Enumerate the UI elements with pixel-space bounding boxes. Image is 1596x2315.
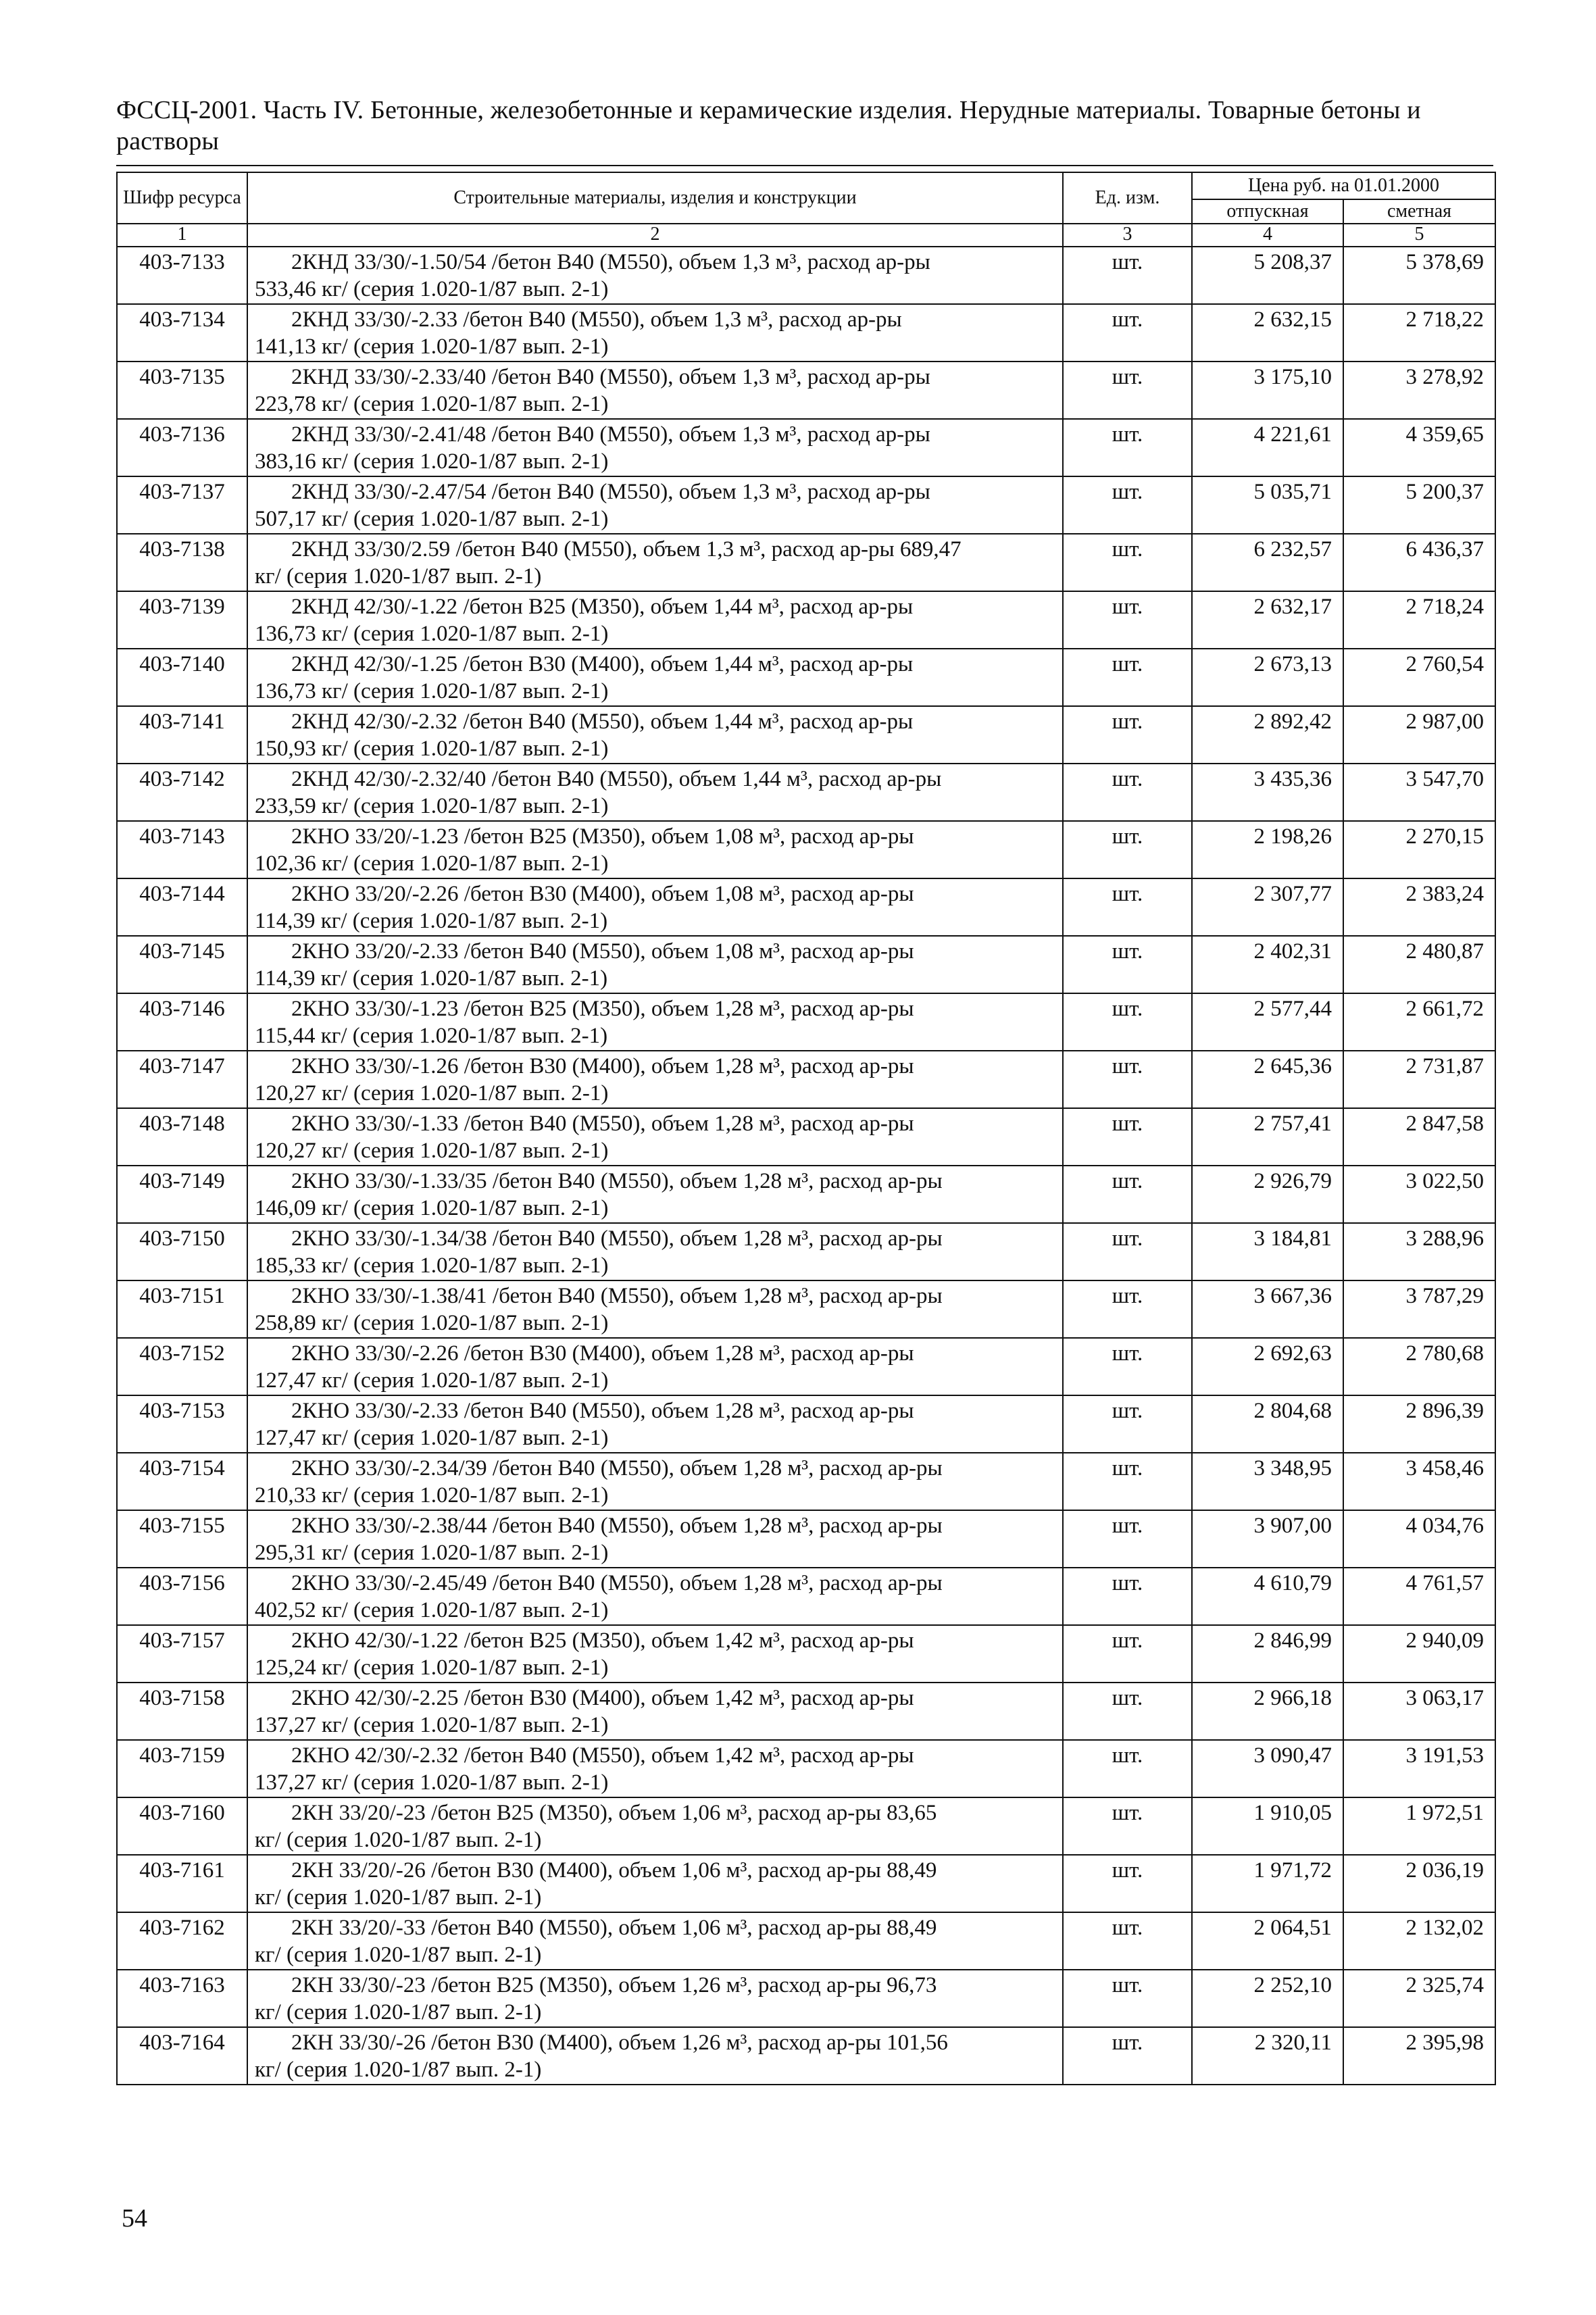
item-description	[247, 1568, 1063, 1625]
item-description	[247, 1510, 1063, 1568]
release-price: 1 971,72	[1192, 1855, 1343, 1912]
description-line-2: 402,52 кг/ (серия 1.020-1/87 вып. 2-1)	[255, 1598, 609, 1622]
item-description	[247, 2027, 1063, 2085]
table-row	[117, 764, 1495, 821]
item-description	[247, 591, 1063, 649]
description-line-2: 127,47 кг/ (серия 1.020-1/87 вып. 2-1)	[255, 1426, 609, 1450]
table-row	[117, 1740, 1495, 1797]
description-line-1: 2КНД 33/30/-2.41/48 /бетон В40 (М550), объем 1,3 м³, расход ар-ры	[291, 422, 930, 447]
estimate-price: 2 270,15	[1343, 821, 1495, 878]
item-description	[247, 1395, 1063, 1453]
estimate-price: 4 761,57	[1343, 1568, 1495, 1625]
estimate-price: 2 383,24	[1343, 878, 1495, 936]
estimate-price: 4 359,65	[1343, 419, 1495, 476]
resource-code: 403-7135	[117, 362, 247, 419]
unit-of-measure: шт.	[1063, 1280, 1192, 1338]
table-row	[117, 362, 1495, 419]
unit-of-measure: шт.	[1063, 2027, 1192, 2085]
col-header-release-price: отпускная	[1192, 199, 1343, 224]
resource-code: 403-7146	[117, 993, 247, 1051]
description-line-1: 2КНД 33/30/-2.47/54 /бетон В40 (М550), объем 1,3 м³, расход ар-ры	[291, 480, 930, 504]
description-line-1: 2КНО 33/20/-2.33 /бетон В40 (М550), объем 1,08 м³, расход ар-ры	[291, 939, 914, 964]
table-row	[117, 304, 1495, 362]
unit-of-measure: шт.	[1063, 1223, 1192, 1280]
description-line-2: 507,17 кг/ (серия 1.020-1/87 вып. 2-1)	[255, 507, 609, 531]
resource-code: 403-7160	[117, 1797, 247, 1855]
table-row	[117, 936, 1495, 993]
item-description	[247, 1797, 1063, 1855]
description-line-1: 2КНО 33/30/-1.23 /бетон В25 (М350), объем 1,28 м³, расход ар-ры	[291, 997, 914, 1021]
estimate-price: 2 036,19	[1343, 1855, 1495, 1912]
release-price: 5 035,71	[1192, 476, 1343, 534]
resource-code: 403-7145	[117, 936, 247, 993]
release-price: 2 757,41	[1192, 1108, 1343, 1166]
release-price: 3 184,81	[1192, 1223, 1343, 1280]
estimate-price: 2 760,54	[1343, 649, 1495, 706]
description-line-2: кг/ (серия 1.020-1/87 вып. 2-1)	[255, 1885, 542, 1910]
release-price: 2 307,77	[1192, 878, 1343, 936]
description-line-1: 2КН 33/30/-26 /бетон В30 (М400), объем 1,26 м³, расход ар-ры 101,56	[291, 2031, 948, 2055]
resource-code: 403-7155	[117, 1510, 247, 1568]
description-line-2: 146,09 кг/ (серия 1.020-1/87 вып. 2-1)	[255, 1196, 609, 1220]
price-table	[116, 172, 1496, 2085]
estimate-price: 2 731,87	[1343, 1051, 1495, 1108]
table-row	[117, 821, 1495, 878]
release-price: 3 435,36	[1192, 764, 1343, 821]
release-price: 2 645,36	[1192, 1051, 1343, 1108]
table-row	[117, 247, 1495, 304]
estimate-price: 3 787,29	[1343, 1280, 1495, 1338]
table-row	[117, 1051, 1495, 1108]
release-price: 3 907,00	[1192, 1510, 1343, 1568]
resource-code: 403-7134	[117, 304, 247, 362]
item-description	[247, 764, 1063, 821]
header-divider	[116, 165, 1493, 166]
description-line-1: 2КНД 33/30/-2.33/40 /бетон В40 (М550), объем 1,3 м³, расход ар-ры	[291, 365, 930, 389]
resource-code: 403-7148	[117, 1108, 247, 1166]
estimate-price: 3 458,46	[1343, 1453, 1495, 1510]
resource-code: 403-7150	[117, 1223, 247, 1280]
table-body	[117, 247, 1495, 2085]
release-price: 2 926,79	[1192, 1166, 1343, 1223]
description-line-2: 102,36 кг/ (серия 1.020-1/87 вып. 2-1)	[255, 851, 609, 876]
release-price: 3 348,95	[1192, 1453, 1343, 1510]
resource-code: 403-7139	[117, 591, 247, 649]
description-line-2: 136,73 кг/ (серия 1.020-1/87 вып. 2-1)	[255, 622, 609, 646]
description-line-1: 2КНО 33/30/-1.33/35 /бетон В40 (М550), объем 1,28 м³, расход ар-ры	[291, 1169, 943, 1193]
table-row	[117, 1797, 1495, 1855]
estimate-price: 2 847,58	[1343, 1108, 1495, 1166]
description-line-1: 2КНО 33/30/-2.26 /бетон В30 (М400), объем 1,28 м³, расход ар-ры	[291, 1341, 914, 1366]
estimate-price: 6 436,37	[1343, 534, 1495, 591]
resource-code: 403-7164	[117, 2027, 247, 2085]
item-description	[247, 1280, 1063, 1338]
item-description	[247, 1625, 1063, 1683]
table-row	[117, 1223, 1495, 1280]
resource-code: 403-7151	[117, 1280, 247, 1338]
description-line-2: 125,24 кг/ (серия 1.020-1/87 вып. 2-1)	[255, 1656, 609, 1680]
table-row	[117, 591, 1495, 649]
table-row	[117, 706, 1495, 764]
item-description	[247, 1108, 1063, 1166]
unit-of-measure: шт.	[1063, 1625, 1192, 1683]
estimate-price: 3 547,70	[1343, 764, 1495, 821]
unit-of-measure: шт.	[1063, 993, 1192, 1051]
table-row	[117, 1280, 1495, 1338]
estimate-price: 2 718,22	[1343, 304, 1495, 362]
description-line-1: 2КНО 42/30/-2.25 /бетон В30 (М400), объем 1,42 м³, расход ар-ры	[291, 1686, 914, 1710]
table-row	[117, 1855, 1495, 1912]
description-line-2: 114,39 кг/ (серия 1.020-1/87 вып. 2-1)	[255, 909, 608, 933]
resource-code: 403-7140	[117, 649, 247, 706]
table-row	[117, 2027, 1495, 2085]
release-price: 6 232,57	[1192, 534, 1343, 591]
description-line-2: 233,59 кг/ (серия 1.020-1/87 вып. 2-1)	[255, 794, 609, 818]
table-row	[117, 534, 1495, 591]
description-line-2: кг/ (серия 1.020-1/87 вып. 2-1)	[255, 1943, 542, 1967]
item-description	[247, 1166, 1063, 1223]
unit-of-measure: шт.	[1063, 1568, 1192, 1625]
column-number-row	[117, 224, 1495, 247]
unit-of-measure: шт.	[1063, 1683, 1192, 1740]
item-description	[247, 419, 1063, 476]
table-row	[117, 1108, 1495, 1166]
item-description	[247, 476, 1063, 534]
unit-of-measure: шт.	[1063, 1108, 1192, 1166]
description-line-1: 2КНД 33/30/2.59 /бетон В40 (М550), объем 1,3 м³, расход ар-ры 689,47	[291, 537, 962, 562]
table-header	[117, 172, 1495, 247]
col-header-code: Шифр ресурса	[117, 172, 247, 224]
description-line-1: 2КНО 42/30/-1.22 /бетон В25 (М350), объем 1,42 м³, расход ар-ры	[291, 1628, 914, 1653]
unit-of-measure: шт.	[1063, 1970, 1192, 2027]
release-price: 1 910,05	[1192, 1797, 1343, 1855]
description-line-1: 2КН 33/20/-33 /бетон В40 (М550), объем 1,06 м³, расход ар-ры 88,49	[291, 1916, 937, 1940]
resource-code: 403-7142	[117, 764, 247, 821]
unit-of-measure: шт.	[1063, 304, 1192, 362]
resource-code: 403-7147	[117, 1051, 247, 1108]
item-description	[247, 1970, 1063, 2027]
description-line-1: 2КНД 42/30/-1.25 /бетон В30 (М400), объем 1,44 м³, расход ар-ры	[291, 652, 914, 676]
description-line-2: 115,44 кг/ (серия 1.020-1/87 вып. 2-1)	[255, 1024, 608, 1048]
unit-of-measure: шт.	[1063, 1395, 1192, 1453]
item-description	[247, 1855, 1063, 1912]
release-price: 2 320,11	[1192, 2027, 1343, 2085]
description-line-1: 2КНО 33/30/-1.33 /бетон В40 (М550), объем 1,28 м³, расход ар-ры	[291, 1112, 914, 1136]
resource-code: 403-7163	[117, 1970, 247, 2027]
estimate-price: 2 940,09	[1343, 1625, 1495, 1683]
description-line-2: 533,46 кг/ (серия 1.020-1/87 вып. 2-1)	[255, 277, 609, 301]
release-price: 2 632,17	[1192, 591, 1343, 649]
estimate-price: 2 395,98	[1343, 2027, 1495, 2085]
release-price: 4 610,79	[1192, 1568, 1343, 1625]
unit-of-measure: шт.	[1063, 1855, 1192, 1912]
unit-of-measure: шт.	[1063, 878, 1192, 936]
page-number: 54	[122, 2204, 147, 2233]
estimate-price: 2 132,02	[1343, 1912, 1495, 1970]
unit-of-measure: шт.	[1063, 1797, 1192, 1855]
resource-code: 403-7161	[117, 1855, 247, 1912]
column-number: 5	[1343, 224, 1495, 247]
unit-of-measure: шт.	[1063, 247, 1192, 304]
description-line-1: 2КНД 33/30/-2.33 /бетон В40 (М550), объем 1,3 м³, расход ар-ры	[291, 307, 902, 332]
unit-of-measure: шт.	[1063, 1338, 1192, 1395]
release-price: 2 692,63	[1192, 1338, 1343, 1395]
table-row	[117, 993, 1495, 1051]
release-price: 2 632,15	[1192, 304, 1343, 362]
description-line-2: 136,73 кг/ (серия 1.020-1/87 вып. 2-1)	[255, 679, 609, 703]
resource-code: 403-7152	[117, 1338, 247, 1395]
column-number: 3	[1063, 224, 1192, 247]
unit-of-measure: шт.	[1063, 936, 1192, 993]
item-description	[247, 1223, 1063, 1280]
item-description	[247, 1338, 1063, 1395]
description-line-1: 2КНО 33/30/-2.34/39 /бетон В40 (М550), объем 1,28 м³, расход ар-ры	[291, 1456, 943, 1480]
description-line-2: 210,33 кг/ (серия 1.020-1/87 вып. 2-1)	[255, 1483, 609, 1508]
resource-code: 403-7153	[117, 1395, 247, 1453]
unit-of-measure: шт.	[1063, 419, 1192, 476]
estimate-price: 3 278,92	[1343, 362, 1495, 419]
description-line-2: 114,39 кг/ (серия 1.020-1/87 вып. 2-1)	[255, 966, 608, 991]
table-row	[117, 419, 1495, 476]
unit-of-measure: шт.	[1063, 764, 1192, 821]
resource-code: 403-7141	[117, 706, 247, 764]
release-price: 3 090,47	[1192, 1740, 1343, 1797]
table-row	[117, 1510, 1495, 1568]
release-price: 2 673,13	[1192, 649, 1343, 706]
resource-code: 403-7149	[117, 1166, 247, 1223]
description-line-2: 120,27 кг/ (серия 1.020-1/87 вып. 2-1)	[255, 1081, 609, 1105]
unit-of-measure: шт.	[1063, 821, 1192, 878]
resource-code: 403-7154	[117, 1453, 247, 1510]
release-price: 5 208,37	[1192, 247, 1343, 304]
column-number: 4	[1192, 224, 1343, 247]
page-header-title: ФССЦ-2001. Часть IV. Бетонные, железобетонные и керамические изделия. Нерудные материалы. Товарные бетоны и растворы	[116, 96, 1421, 155]
release-price: 2 402,31	[1192, 936, 1343, 993]
release-price: 3 667,36	[1192, 1280, 1343, 1338]
resource-code: 403-7136	[117, 419, 247, 476]
resource-code: 403-7157	[117, 1625, 247, 1683]
estimate-price: 2 325,74	[1343, 1970, 1495, 2027]
unit-of-measure: шт.	[1063, 1912, 1192, 1970]
resource-code: 403-7156	[117, 1568, 247, 1625]
table-row	[117, 1683, 1495, 1740]
description-line-2: 137,27 кг/ (серия 1.020-1/87 вып. 2-1)	[255, 1713, 609, 1737]
description-line-2: 258,89 кг/ (серия 1.020-1/87 вып. 2-1)	[255, 1311, 609, 1335]
table-row	[117, 476, 1495, 534]
item-description	[247, 1912, 1063, 1970]
unit-of-measure: шт.	[1063, 1453, 1192, 1510]
item-description	[247, 1740, 1063, 1797]
release-price: 2 252,10	[1192, 1970, 1343, 2027]
description-line-2: 120,27 кг/ (серия 1.020-1/87 вып. 2-1)	[255, 1139, 609, 1163]
col-header-price: Цена руб. на 01.01.2000	[1192, 172, 1495, 199]
description-line-1: 2КН 33/20/-23 /бетон В25 (М350), объем 1,06 м³, расход ар-ры 83,65	[291, 1801, 937, 1825]
resource-code: 403-7143	[117, 821, 247, 878]
column-number: 1	[117, 224, 247, 247]
estimate-price: 2 987,00	[1343, 706, 1495, 764]
unit-of-measure: шт.	[1063, 1510, 1192, 1568]
unit-of-measure: шт.	[1063, 706, 1192, 764]
release-price: 2 846,99	[1192, 1625, 1343, 1683]
description-line-2: 295,31 кг/ (серия 1.020-1/87 вып. 2-1)	[255, 1541, 609, 1565]
description-line-2: 127,47 кг/ (серия 1.020-1/87 вып. 2-1)	[255, 1368, 609, 1393]
table-row	[117, 1568, 1495, 1625]
description-line-2: кг/ (серия 1.020-1/87 вып. 2-1)	[255, 564, 542, 589]
description-line-2: кг/ (серия 1.020-1/87 вып. 2-1)	[255, 2000, 542, 2024]
resource-code: 403-7138	[117, 534, 247, 591]
description-line-2: кг/ (серия 1.020-1/87 вып. 2-1)	[255, 1828, 542, 1852]
item-description	[247, 247, 1063, 304]
description-line-2: 137,27 кг/ (серия 1.020-1/87 вып. 2-1)	[255, 1770, 609, 1795]
item-description	[247, 936, 1063, 993]
item-description	[247, 706, 1063, 764]
item-description	[247, 362, 1063, 419]
estimate-price: 1 972,51	[1343, 1797, 1495, 1855]
table-row	[117, 1912, 1495, 1970]
unit-of-measure: шт.	[1063, 591, 1192, 649]
description-line-1: 2КНО 42/30/-2.32 /бетон В40 (М550), объем 1,42 м³, расход ар-ры	[291, 1743, 914, 1768]
description-line-2: 383,16 кг/ (серия 1.020-1/87 вып. 2-1)	[255, 449, 609, 474]
release-price: 2 966,18	[1192, 1683, 1343, 1740]
col-header-description: Строительные материалы, изделия и конструкции	[247, 172, 1063, 224]
release-price: 2 577,44	[1192, 993, 1343, 1051]
description-line-2: 185,33 кг/ (серия 1.020-1/87 вып. 2-1)	[255, 1253, 609, 1278]
table-row	[117, 1625, 1495, 1683]
item-description	[247, 993, 1063, 1051]
estimate-price: 2 480,87	[1343, 936, 1495, 993]
release-price: 3 175,10	[1192, 362, 1343, 419]
description-line-1: 2КНД 42/30/-1.22 /бетон В25 (М350), объем 1,44 м³, расход ар-ры	[291, 595, 914, 619]
estimate-price: 3 022,50	[1343, 1166, 1495, 1223]
estimate-price: 2 780,68	[1343, 1338, 1495, 1395]
estimate-price: 2 718,24	[1343, 591, 1495, 649]
description-line-1: 2КНО 33/30/-1.38/41 /бетон В40 (М550), объем 1,28 м³, расход ар-ры	[291, 1284, 943, 1308]
estimate-price: 5 378,69	[1343, 247, 1495, 304]
release-price: 2 892,42	[1192, 706, 1343, 764]
item-description	[247, 534, 1063, 591]
col-header-estimate-price: сметная	[1343, 199, 1495, 224]
item-description	[247, 1051, 1063, 1108]
description-line-2: 150,93 кг/ (серия 1.020-1/87 вып. 2-1)	[255, 737, 609, 761]
resource-code: 403-7162	[117, 1912, 247, 1970]
description-line-1: 2КНД 33/30/-1.50/54 /бетон В40 (М550), объем 1,3 м³, расход ар-ры	[291, 250, 930, 274]
col-header-unit: Ед. изм.	[1063, 172, 1192, 224]
description-line-1: 2КН 33/30/-23 /бетон В25 (М350), объем 1,26 м³, расход ар-ры 96,73	[291, 1973, 937, 1997]
estimate-price: 2 661,72	[1343, 993, 1495, 1051]
resource-code: 403-7158	[117, 1683, 247, 1740]
table-row	[117, 1338, 1495, 1395]
unit-of-measure: шт.	[1063, 362, 1192, 419]
description-line-1: 2КНО 33/30/-2.38/44 /бетон В40 (М550), объем 1,28 м³, расход ар-ры	[291, 1514, 943, 1538]
unit-of-measure: шт.	[1063, 534, 1192, 591]
item-description	[247, 649, 1063, 706]
item-description	[247, 878, 1063, 936]
estimate-price: 3 288,96	[1343, 1223, 1495, 1280]
release-price: 2 064,51	[1192, 1912, 1343, 1970]
item-description	[247, 1453, 1063, 1510]
unit-of-measure: шт.	[1063, 1051, 1192, 1108]
description-line-1: 2КНО 33/30/-1.26 /бетон В30 (М400), объем 1,28 м³, расход ар-ры	[291, 1054, 914, 1078]
release-price: 4 221,61	[1192, 419, 1343, 476]
release-price: 2 804,68	[1192, 1395, 1343, 1453]
table-row	[117, 1453, 1495, 1510]
unit-of-measure: шт.	[1063, 1740, 1192, 1797]
item-description	[247, 1683, 1063, 1740]
item-description	[247, 304, 1063, 362]
table-row	[117, 878, 1495, 936]
unit-of-measure: шт.	[1063, 1166, 1192, 1223]
table-row	[117, 649, 1495, 706]
table-row	[117, 1166, 1495, 1223]
description-line-2: кг/ (серия 1.020-1/87 вып. 2-1)	[255, 2058, 542, 2082]
description-line-1: 2КНО 33/20/-2.26 /бетон В30 (М400), объем 1,08 м³, расход ар-ры	[291, 882, 914, 906]
table-row	[117, 1395, 1495, 1453]
column-number: 2	[247, 224, 1063, 247]
description-line-1: 2КН 33/20/-26 /бетон В30 (М400), объем 1,06 м³, расход ар-ры 88,49	[291, 1858, 937, 1883]
description-line-1: 2КНО 33/20/-1.23 /бетон В25 (М350), объем 1,08 м³, расход ар-ры	[291, 824, 914, 849]
estimate-price: 2 896,39	[1343, 1395, 1495, 1453]
description-line-2: 141,13 кг/ (серия 1.020-1/87 вып. 2-1)	[255, 334, 609, 359]
estimate-price: 5 200,37	[1343, 476, 1495, 534]
description-line-1: 2КНД 42/30/-2.32 /бетон В40 (М550), объем 1,44 м³, расход ар-ры	[291, 710, 914, 734]
resource-code: 403-7133	[117, 247, 247, 304]
unit-of-measure: шт.	[1063, 649, 1192, 706]
item-description	[247, 821, 1063, 878]
table-row	[117, 1970, 1495, 2027]
estimate-price: 3 191,53	[1343, 1740, 1495, 1797]
description-line-1: 2КНД 42/30/-2.32/40 /бетон В40 (М550), объем 1,44 м³, расход ар-ры	[291, 767, 942, 791]
estimate-price: 4 034,76	[1343, 1510, 1495, 1568]
release-price: 2 198,26	[1192, 821, 1343, 878]
resource-code: 403-7159	[117, 1740, 247, 1797]
unit-of-measure: шт.	[1063, 476, 1192, 534]
description-line-1: 2КНО 33/30/-2.45/49 /бетон В40 (М550), объем 1,28 м³, расход ар-ры	[291, 1571, 943, 1595]
resource-code: 403-7137	[117, 476, 247, 534]
description-line-1: 2КНО 33/30/-2.33 /бетон В40 (М550), объем 1,28 м³, расход ар-ры	[291, 1399, 914, 1423]
description-line-2: 223,78 кг/ (серия 1.020-1/87 вып. 2-1)	[255, 392, 609, 416]
description-line-1: 2КНО 33/30/-1.34/38 /бетон В40 (М550), объем 1,28 м³, расход ар-ры	[291, 1226, 943, 1251]
estimate-price: 3 063,17	[1343, 1683, 1495, 1740]
resource-code: 403-7144	[117, 878, 247, 936]
